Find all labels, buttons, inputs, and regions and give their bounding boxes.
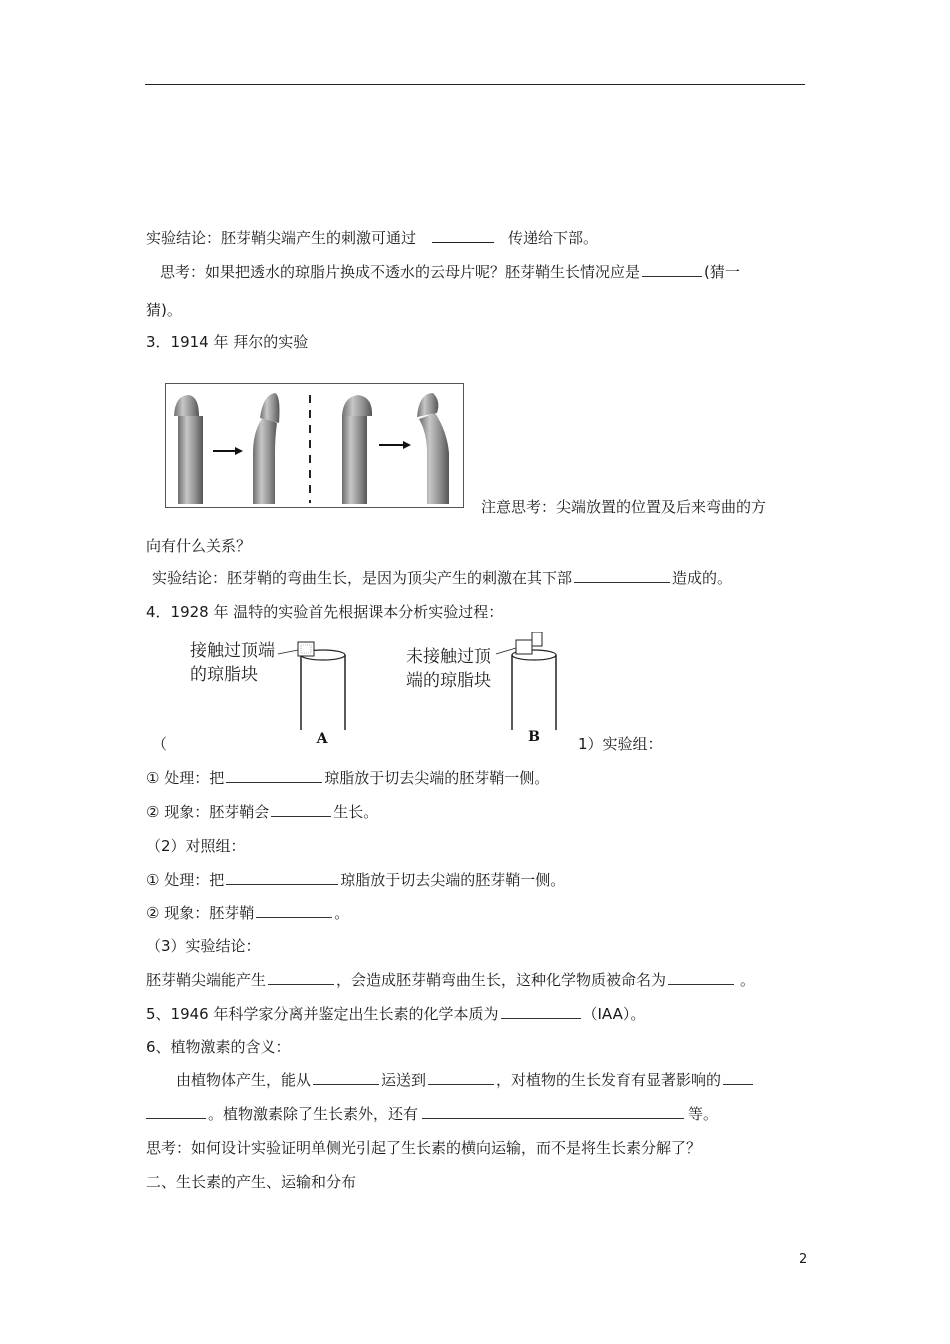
phenomenon-1 [146, 802, 378, 822]
text: 由植物体产生，能从 [176, 1071, 312, 1089]
section-3-heading: 3．1914 年 拜尔的实验 [146, 333, 309, 351]
text: 实验结论：胚芽鞘尖端产生的刺激可通过 [146, 229, 417, 247]
text: 。植物激素除了生长素外，还有 [208, 1105, 419, 1123]
text: 5、1946 年科学家分离并鉴定出生长素的化学本质为 [146, 1005, 499, 1023]
text: ，会造成胚芽鞘弯曲生长，这种化学物质被命名为 [336, 971, 667, 989]
text: ① 处理：把 [146, 769, 225, 787]
text: （IAA）。 [582, 1005, 646, 1023]
text: ，对植物的生长发育有显著影响的 [496, 1071, 722, 1089]
answer-blank [422, 1104, 684, 1119]
text: 生长。 [333, 803, 379, 821]
text: 琼脂放于切去尖端的胚芽鞘一侧。 [340, 871, 566, 889]
conclusion-line-2 [152, 568, 732, 588]
definition-line-1 [176, 1070, 755, 1090]
think-line-2: 猜)。 [146, 301, 182, 319]
text: 运送到 [381, 1071, 427, 1089]
answer-blank [428, 1070, 494, 1085]
attention-line: 注意思考：尖端放置的位置及后来弯曲的方 [481, 498, 767, 516]
went-experiment-figure [170, 632, 590, 744]
label-b-1: 未接触过顶 [406, 647, 491, 667]
answer-blank [432, 228, 494, 243]
attention-line-2: 向有什么关系？ [146, 537, 252, 555]
coleoptile-straight-1 [174, 395, 203, 504]
answer-blank [271, 802, 331, 817]
experimental-group-heading: 1）实验组： [578, 735, 663, 753]
section-heading-2: 二、生长素的产生、运输和分布 [146, 1173, 357, 1191]
letter-a: A [316, 731, 328, 744]
answer-blank [723, 1070, 753, 1085]
label-b-2: 端的琼脂块 [406, 671, 491, 691]
label-a-2: 的琼脂块 [190, 665, 258, 685]
control-group-heading: （2）对照组： [146, 837, 246, 855]
letter-b: B [528, 729, 540, 744]
answer-blank [226, 870, 338, 885]
page-number: 2 [799, 1252, 808, 1267]
agar-block-b [516, 640, 532, 654]
answer-blank [668, 970, 734, 985]
section-6-heading: 6、植物激素的含义： [146, 1038, 291, 1056]
label-a-1: 接触过顶端 [190, 641, 275, 661]
phenomenon-2 [146, 903, 349, 923]
conclusion-line-1 [146, 228, 598, 248]
think-question: 思考：如何设计实验证明单侧光引起了生长素的横向运输，而不是将生长素分解了？ [146, 1139, 702, 1157]
conclusion-heading: （3）实验结论： [146, 937, 261, 955]
text: 。 [334, 904, 350, 922]
treatment-2 [146, 870, 565, 890]
answer-blank [256, 903, 332, 918]
answer-blank [574, 568, 670, 583]
text: 琼脂放于切去尖端的胚芽鞘一侧。 [324, 769, 550, 787]
text: ② 现象：胚芽鞘 [146, 904, 255, 922]
header-rule [145, 84, 805, 85]
definition-line-2 [146, 1104, 718, 1124]
text: 思考：如果把透水的琼脂片换成不透水的云母片呢？胚芽鞘生长情况应是 [160, 263, 641, 281]
text: (猜一 [704, 263, 740, 281]
section-5 [146, 1004, 645, 1024]
answer-blank [642, 262, 702, 277]
treatment-1 [146, 768, 549, 788]
text: 造成的。 [672, 569, 733, 587]
text: ① 处理：把 [146, 871, 225, 889]
went-drawing [170, 632, 590, 744]
text: ② 现象：胚芽鞘会 [146, 803, 270, 821]
paal-experiment-figure [165, 383, 465, 509]
text: 实验结论：胚芽鞘的弯曲生长，是因为顶尖产生的刺激在其下部 [152, 569, 573, 587]
agar-block-a [298, 642, 314, 656]
think-line-1 [160, 262, 740, 282]
answer-blank [268, 970, 334, 985]
text: 胚芽鞘尖端能产生 [146, 971, 267, 989]
paren-open: （ [152, 735, 168, 753]
section-4-heading: 4．1928 年 温特的实验首先根据课本分析实验过程： [146, 603, 504, 621]
answer-blank [146, 1104, 206, 1119]
text: 。 [740, 971, 756, 989]
conclusion-line-3 [146, 970, 755, 990]
answer-blank [501, 1004, 581, 1019]
text: 传递给下部。 [508, 229, 599, 247]
text: 等。 [688, 1105, 719, 1123]
answer-blank [226, 768, 322, 783]
answer-blank [313, 1070, 379, 1085]
